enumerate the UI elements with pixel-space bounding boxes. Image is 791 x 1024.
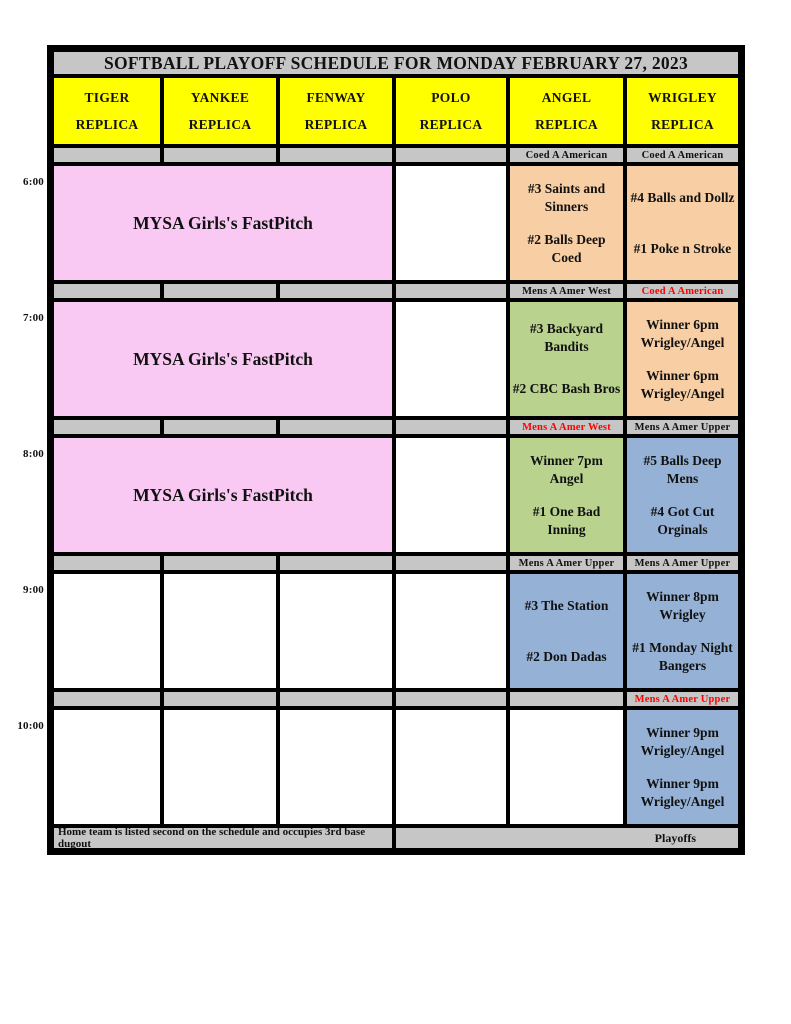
- empty-cell-angel-10: [508, 708, 625, 826]
- game-cell-wrigley-8: [625, 436, 740, 554]
- time-label-7: 7:00: [23, 312, 44, 324]
- away-team: #3 Saints and Sinners: [527, 180, 606, 214]
- time-label-6: 6:00: [23, 176, 44, 188]
- field-type: REPLICA: [75, 116, 139, 132]
- empty-cell-polo-9: [394, 572, 508, 690]
- league-strip-spacer: [162, 418, 278, 436]
- time-label-9: 9:00: [23, 584, 44, 596]
- league-strip-spacer: [394, 146, 508, 164]
- away-team: Winner 8pm Wrigley: [646, 588, 719, 622]
- league-strip-spacer: [162, 554, 278, 572]
- league-strip-spacer: [394, 690, 508, 708]
- league-strip-spacer: [52, 418, 162, 436]
- home-team: #1 One Bad Inning: [532, 503, 601, 537]
- empty-cell-polo-7: [394, 300, 508, 418]
- league-label-wrigley-8: Mens A Amer Upper: [625, 418, 740, 436]
- empty-cell-tiger-10: [52, 708, 162, 826]
- schedule-table: [47, 45, 745, 855]
- game-cell-wrigley-6: [625, 164, 740, 282]
- field-name: ANGEL: [541, 89, 592, 105]
- empty-cell-polo-6: [394, 164, 508, 282]
- league-label-wrigley-6: Coed A American: [625, 146, 740, 164]
- league-label-wrigley-10: Mens A Amer Upper: [625, 690, 740, 708]
- field-name: YANKEE: [190, 89, 250, 105]
- time-label-8: 8:00: [23, 448, 44, 460]
- field-name: FENWAY: [306, 89, 366, 105]
- league-strip-spacer: [278, 282, 394, 300]
- column-header-polo: [394, 76, 508, 146]
- home-team: Winner 9pm Wrigley/Angel: [640, 775, 725, 809]
- time-label-10: 10:00: [17, 720, 44, 732]
- field-type: REPLICA: [535, 116, 598, 132]
- column-header-angel: [508, 76, 625, 146]
- field-type: REPLICA: [188, 116, 252, 132]
- mysa-block-7: MYSA Girls's FastPitch: [52, 300, 394, 418]
- away-team: #3 Backyard Bandits: [529, 321, 604, 354]
- game-cell-wrigley-7: [625, 300, 740, 418]
- empty-cell-fenway-9: [278, 572, 394, 690]
- league-label-angel-9: Mens A Amer Upper: [508, 554, 625, 572]
- field-type: REPLICA: [419, 116, 483, 132]
- away-team: Winner 7pm Angel: [530, 452, 603, 486]
- home-team: #2 CBC Bash Bros: [512, 381, 621, 397]
- field-name: POLO: [431, 89, 471, 105]
- home-team: Winner 6pm Wrigley/Angel: [640, 367, 725, 401]
- empty-cell-polo-8: [394, 436, 508, 554]
- league-label-angel-10: [508, 690, 625, 708]
- league-strip-spacer: [52, 282, 162, 300]
- time-rail: [0, 0, 44, 1024]
- home-team: #1 Monday Night Bangers: [632, 639, 733, 673]
- field-type: REPLICA: [304, 116, 368, 132]
- game-cell-angel-8: [508, 436, 625, 554]
- league-label-wrigley-9: Mens A Amer Upper: [625, 554, 740, 572]
- league-strip-spacer: [52, 690, 162, 708]
- league-strip-spacer: [278, 146, 394, 164]
- column-header-yankee: [162, 76, 278, 146]
- field-name: TIGER: [84, 89, 130, 105]
- away-team: #5 Balls Deep Mens: [643, 452, 722, 486]
- game-cell-angel-7: [508, 300, 625, 418]
- mysa-block-6: MYSA Girls's FastPitch: [52, 164, 394, 282]
- league-label-wrigley-7: Coed A American: [625, 282, 740, 300]
- empty-cell-polo-10: [394, 708, 508, 826]
- away-team: #4 Balls and Dollz: [630, 189, 735, 205]
- league-label-angel-8: Mens A Amer West: [508, 418, 625, 436]
- league-strip-spacer: [394, 418, 508, 436]
- game-cell-angel-6: [508, 164, 625, 282]
- league-label-angel-7: Mens A Amer West: [508, 282, 625, 300]
- empty-cell-yankee-10: [162, 708, 278, 826]
- away-team: #3 The Station: [524, 597, 609, 613]
- page-title: SOFTBALL PLAYOFF SCHEDULE FOR MONDAY FEBRUARY 27, 2023: [52, 50, 740, 76]
- mysa-block-8: MYSA Girls's FastPitch: [52, 436, 394, 554]
- empty-cell-fenway-10: [278, 708, 394, 826]
- playoffs-label: Playoffs: [394, 826, 740, 850]
- column-header-fenway: [278, 76, 394, 146]
- column-header-wrigley: [625, 76, 740, 146]
- league-strip-spacer: [278, 418, 394, 436]
- league-strip-spacer: [162, 282, 278, 300]
- league-strip-spacer: [162, 146, 278, 164]
- league-strip-spacer: [394, 554, 508, 572]
- league-strip-spacer: [52, 554, 162, 572]
- game-cell-wrigley-9: [625, 572, 740, 690]
- game-cell-angel-9: [508, 572, 625, 690]
- away-team: Winner 9pm Wrigley/Angel: [640, 724, 725, 758]
- league-strip-spacer: [278, 554, 394, 572]
- home-team: #2 Don Dadas: [526, 648, 607, 664]
- field-type: REPLICA: [651, 116, 714, 132]
- league-strip-spacer: [52, 146, 162, 164]
- league-strip-spacer: [394, 282, 508, 300]
- league-strip-spacer: [162, 690, 278, 708]
- empty-cell-tiger-9: [52, 572, 162, 690]
- home-team: #4 Got Cut Orginals: [650, 503, 715, 537]
- home-team: #2 Balls Deep Coed: [527, 231, 606, 265]
- empty-cell-yankee-9: [162, 572, 278, 690]
- game-cell-wrigley-10: [625, 708, 740, 826]
- home-team: #1 Poke n Stroke: [633, 240, 732, 256]
- league-strip-spacer: [278, 690, 394, 708]
- column-header-tiger: [52, 76, 162, 146]
- away-team: Winner 6pm Wrigley/Angel: [640, 316, 725, 350]
- field-name: WRIGLEY: [648, 89, 717, 105]
- home-team-note: Home team is listed second on the schedule and occupies 3rd base dugout: [52, 826, 394, 850]
- league-label-angel-6: Coed A American: [508, 146, 625, 164]
